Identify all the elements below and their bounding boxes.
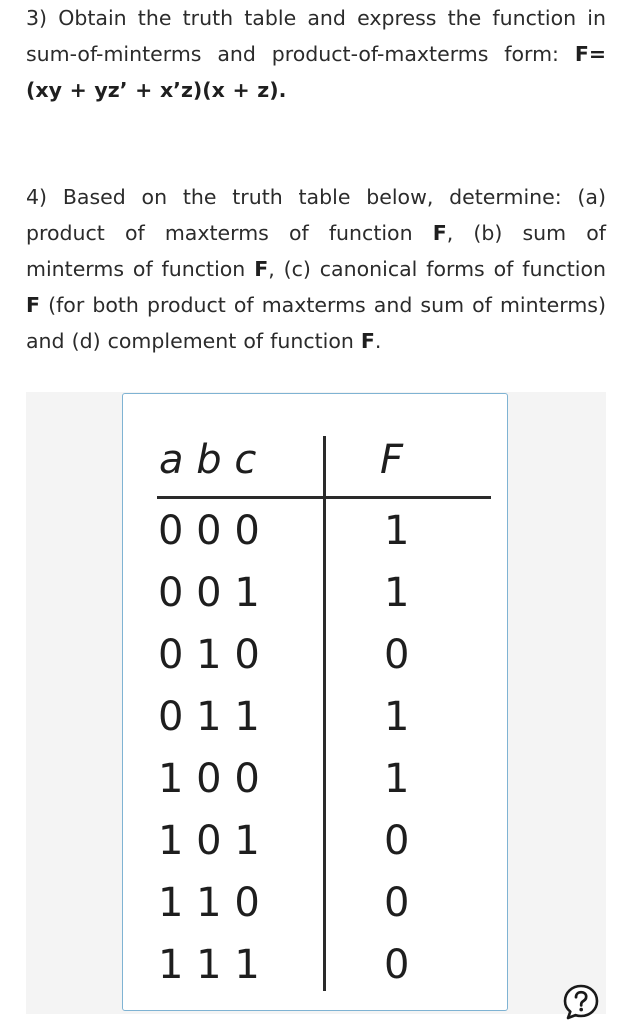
truth-table-row-output: 0 <box>384 632 410 678</box>
truth-table-row-inputs: 1 0 1 <box>158 818 260 864</box>
truth-table-output-header: F <box>380 437 404 483</box>
function-name-f: F <box>26 293 41 317</box>
function-name-f: F <box>254 257 269 281</box>
truth-table-input-header: a b c <box>159 437 257 483</box>
truth-table-row-inputs: 0 1 1 <box>158 694 260 740</box>
truth-table-row-output: 1 <box>384 570 410 616</box>
truth-table-row-output: 1 <box>384 756 410 802</box>
truth-table-row-inputs: 0 0 0 <box>158 508 260 554</box>
question-4-text-4: (for both product of maxterms and sum of minterms) and (d) complement of function <box>26 293 606 353</box>
truth-table-row-inputs: 0 0 1 <box>158 570 260 616</box>
question-4-text-5: . <box>374 329 382 353</box>
truth-table-row-inputs: 1 1 1 <box>158 942 260 988</box>
truth-table-row-inputs: 1 1 0 <box>158 880 260 926</box>
truth-table-row-output: 1 <box>384 508 410 554</box>
question-3-text: 3) Obtain the truth table and express the function in sum-of-minterms and product-of-maxterms form: <box>26 6 606 66</box>
truth-table-row-output: 0 <box>384 880 410 926</box>
question-3-formula: F= (xy + yz’ + x’z)(x + z). <box>26 42 606 102</box>
truth-table-vertical-divider <box>323 436 326 991</box>
question-4-text-1: 4) Based on the truth table below, determine: (a) product of maxterms of function <box>26 185 606 245</box>
truth-table-row-inputs: 1 0 0 <box>158 756 260 802</box>
question-4-text-2: , (b) sum of minterms of function <box>26 221 606 281</box>
function-name-f: F <box>360 329 375 353</box>
truth-table-row-inputs: 0 1 0 <box>158 632 260 678</box>
help-icon[interactable] <box>562 983 600 1021</box>
truth-table-row-output: 1 <box>384 694 410 740</box>
truth-table-row-output: 0 <box>384 942 410 988</box>
question-4-text-3: , (c) canonical forms of function <box>268 257 607 281</box>
function-name-f: F <box>432 221 447 245</box>
truth-table-header-divider <box>157 496 491 499</box>
truth-table-row-output: 0 <box>384 818 410 864</box>
question-3 <box>26 0 606 108</box>
question-4 <box>26 179 606 359</box>
